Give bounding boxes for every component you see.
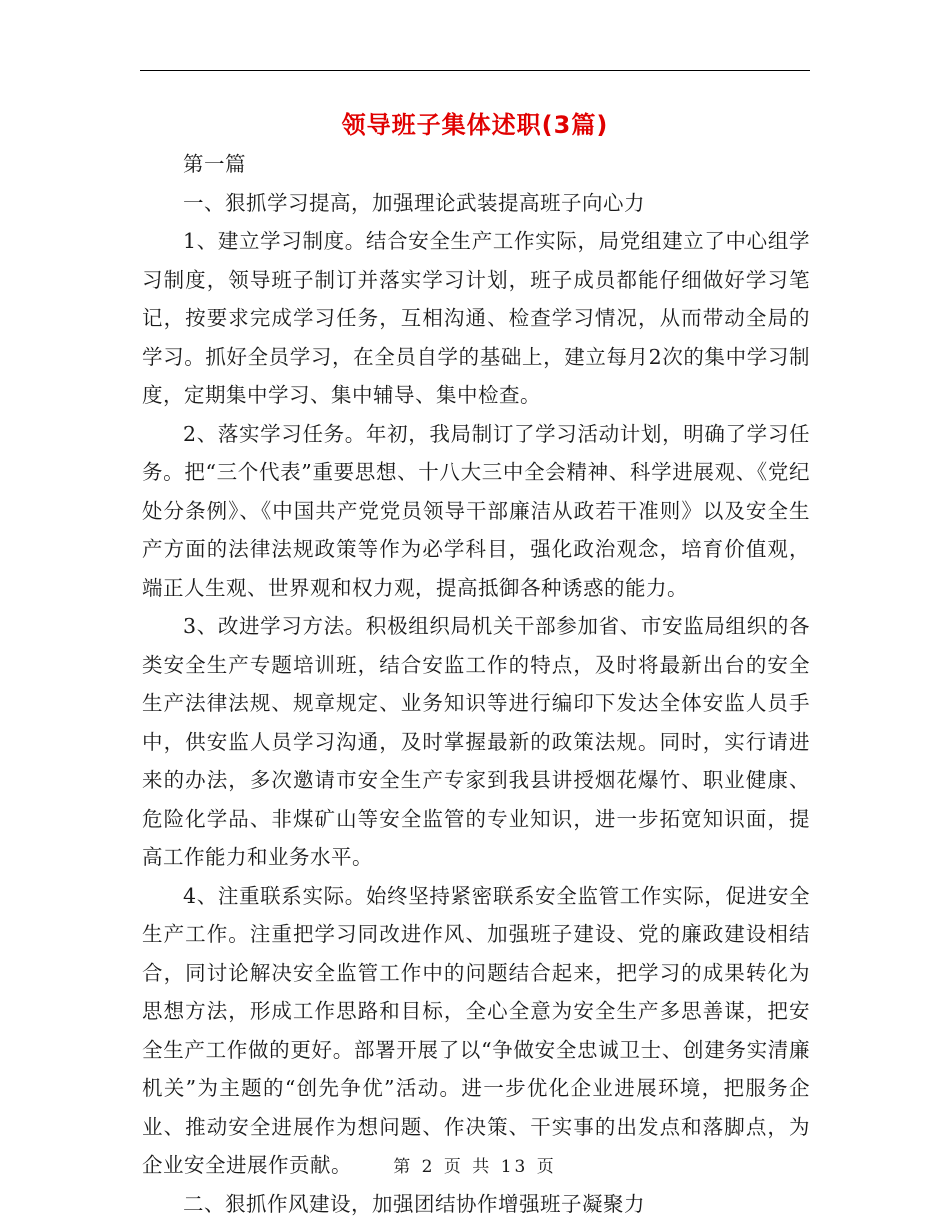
body-paragraph: 3、改进学习方法。积极组织局机关干部参加省、市安监局组织的各类安全生产专题培训班，结合安监工作的特点，及时将最新出台的安全生产法律法规、规章规定、业务知识等进行编印下发达全体安监人员手中，供安监人员学习沟通，及时掌握最新的政策法规。同时，实行请进来的办法，多次邀请市安全生产专家到我县讲授烟花爆竹、职业健康、危险化学品、非煤矿山等安全监管的专业知识，进一步拓宽知识面，提高工作能力和业务水平。 bbox=[142, 614, 810, 869]
subsection-heading: 二、狠抓作风建设，加强团结协作增强班子凝聚力 bbox=[183, 1191, 645, 1216]
subsection-heading: 一、狠抓学习提高，加强理论武装提高班子向心力 bbox=[183, 190, 645, 215]
page-footer: 第 2 页 共 13 页 bbox=[393, 1157, 557, 1177]
body-paragraph: 2、落实学习任务。年初，我局制订了学习活动计划，明确了学习任务。把“三个代表”重要思想、十八大三中全会精神、科学进展观、《党纪处分条例》、《中国共产党党员领导干部廉洁从政若干准则》以及安全生产方面的法律法规政策等作为必学科目，强化政治观念，培育价值观，端正人生观、世界观和权力观，提高抵御各种诱惑的能力。 bbox=[142, 421, 810, 600]
header-rule bbox=[140, 70, 810, 71]
body-paragraph: 4、注重联系实际。始终坚持紧密联系安全监管工作实际，促进安全生产工作。注重把学习同改进作风、加强班子建设、党的廉政建设相结合，同讨论解决安全监管工作中的问题结合起来，把学习的成果转化为思想方法，形成工作思路和目标，全心全意为安全生产多思善谋，把安全生产工作做的更好。部署开展了以“争做安全忠诚卫士、创建务实清廉机关”为主题的“创先争优”活动。进一步优化企业进展环境，把服务企业、推动安全进展作为想问题、作决策、干实事的出发点和落脚点，为企业安全进展作贡献。 bbox=[142, 883, 810, 1177]
section-heading: 第一篇 bbox=[183, 152, 246, 176]
body-paragraph: 1、建立学习制度。结合安全生产工作实际，局党组建立了中心组学习制度，领导班子制订并落实学习计划，班子成员都能仔细做好学习笔记，按要求完成学习任务，互相沟通、检查学习情况，从而带动全局的学习。抓好全员学习，在全员自学的基础上，建立每月2次的集中学习制度，定期集中学习、集中辅导、集中检查。 bbox=[142, 229, 810, 407]
document-body bbox=[142, 145, 810, 1223]
document-title: 领导班子集体述职(3篇) bbox=[341, 111, 609, 139]
